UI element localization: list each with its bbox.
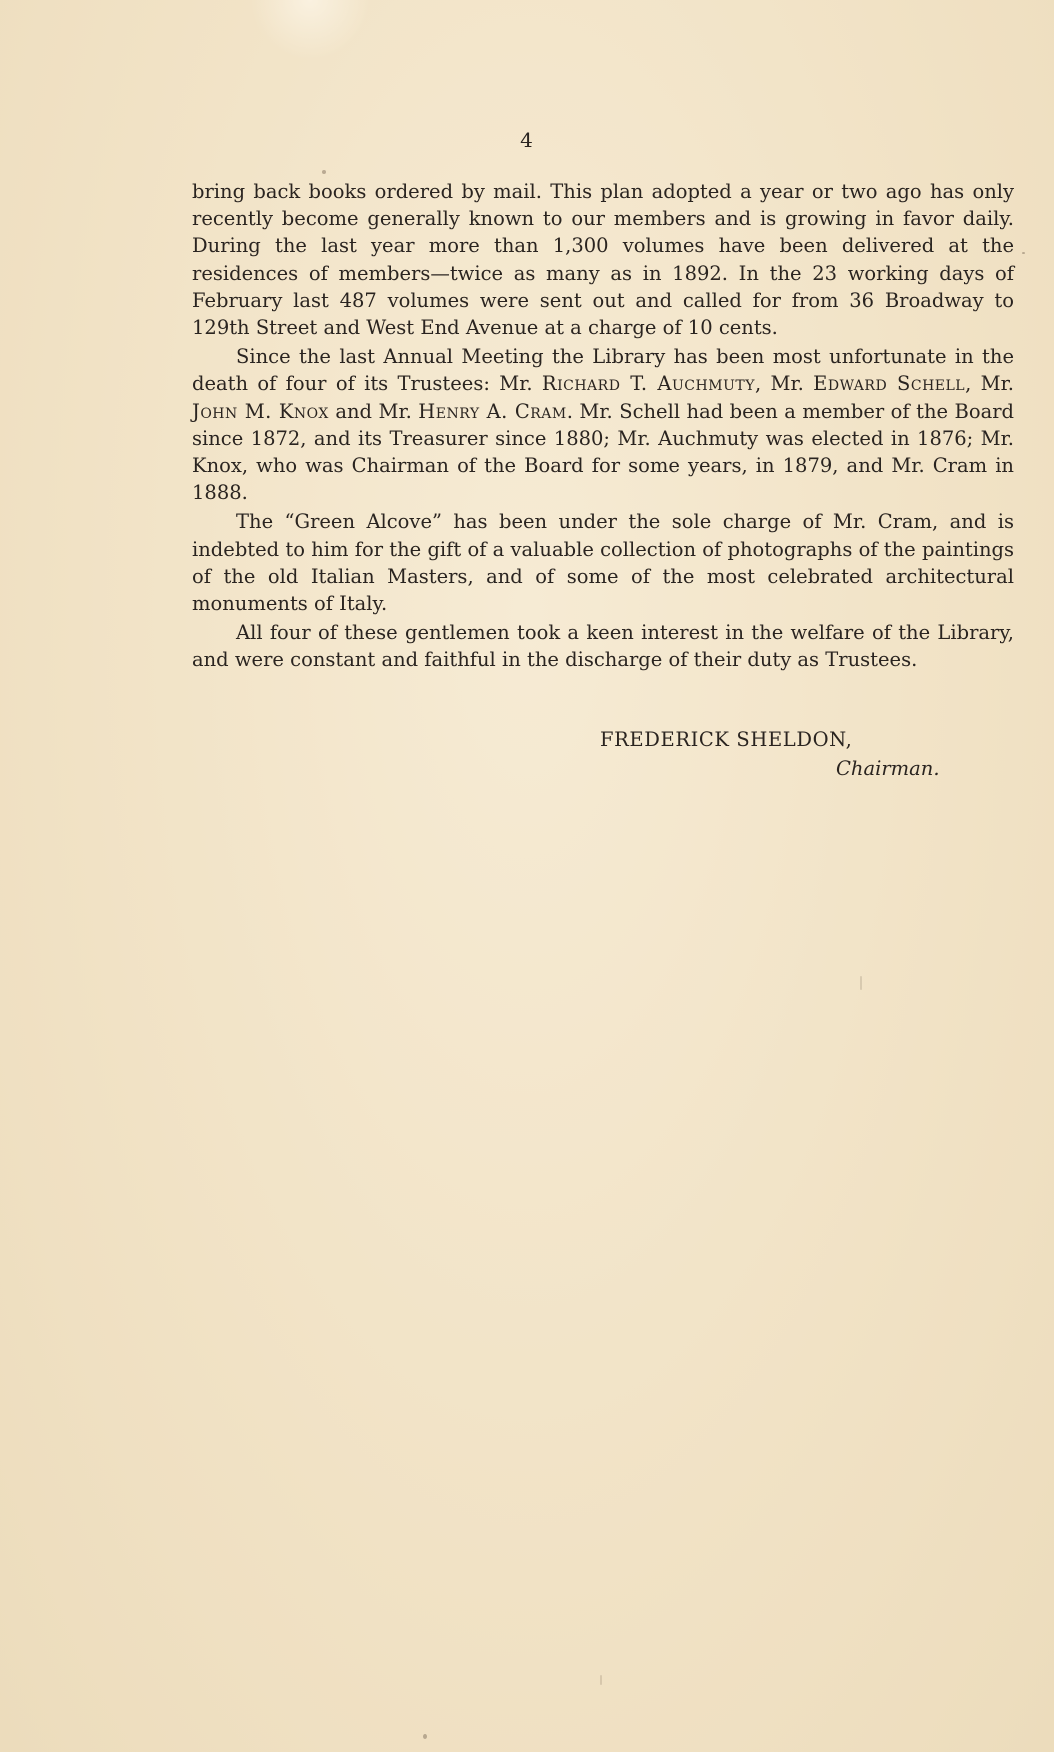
- page-number: 4: [520, 128, 534, 152]
- paragraph-green-alcove: The “Green Alcove” has been under the sole charge of Mr. Cram, and is indebted to him for the gift of a valuable collection of photographs of the paintings of the old Italian Masters, and of some of the most celebrated architectural monuments of Italy.: [192, 510, 1014, 616]
- paper-speck: [600, 1675, 602, 1685]
- paper-speck: [860, 976, 862, 990]
- paper-speck: [1022, 252, 1025, 254]
- separator: and Mr.: [328, 399, 419, 423]
- trustee-name-schell: Edward Schell: [813, 372, 966, 396]
- paragraph-tribute: All four of these gentlemen took a keen interest in the welfare of the Library, and were constant and faithful in the discharge of their duty as Trustees.: [192, 621, 1014, 672]
- signature-title: Chairman.: [836, 757, 940, 780]
- separator: , Mr.: [965, 372, 1014, 396]
- trustee-name-cram: Henry A. Cram: [418, 399, 567, 423]
- paper-stain: [250, 0, 370, 60]
- trustees-details: . Mr. Schell had been a member of the Board since 1872, and its Treasurer since 1880; Mr. Auchmuty was elected in 1876; Mr. Knox, who was Chairman of the Board for some years, in 1879, and Mr. Cram in 1888.: [192, 399, 1015, 505]
- paper-speck: [423, 1734, 427, 1739]
- body-text: [192, 178, 1014, 676]
- trustee-name-auchmuty: Richard T. Auchmuty: [541, 372, 755, 396]
- paragraph-trustees-deaths: [192, 343, 1014, 506]
- trustee-name-knox: John M. Knox: [192, 399, 329, 423]
- signature-name: FREDERICK SHELDON,: [600, 728, 853, 751]
- paragraph-mail-delivery: bring back books ordered by mail. This plan adopted a year or two ago has only recently become generally known to our members and is growing in favor daily. During the last year more than 1,300 volumes have been delivered at the residences of members—twice as many as in 1892. In the 23 working days of February last 487 volumes were sent out and called for from 36 Broadway to 129th Street and West End Avenue at a charge of 10 cents.: [192, 180, 1014, 340]
- trustees-intro: Since the last Annual Meeting the Library has been most unfortunate in the death of four of its Trustees: Mr.: [192, 345, 1014, 396]
- paper-speck: [322, 170, 326, 174]
- separator: , Mr.: [754, 372, 814, 396]
